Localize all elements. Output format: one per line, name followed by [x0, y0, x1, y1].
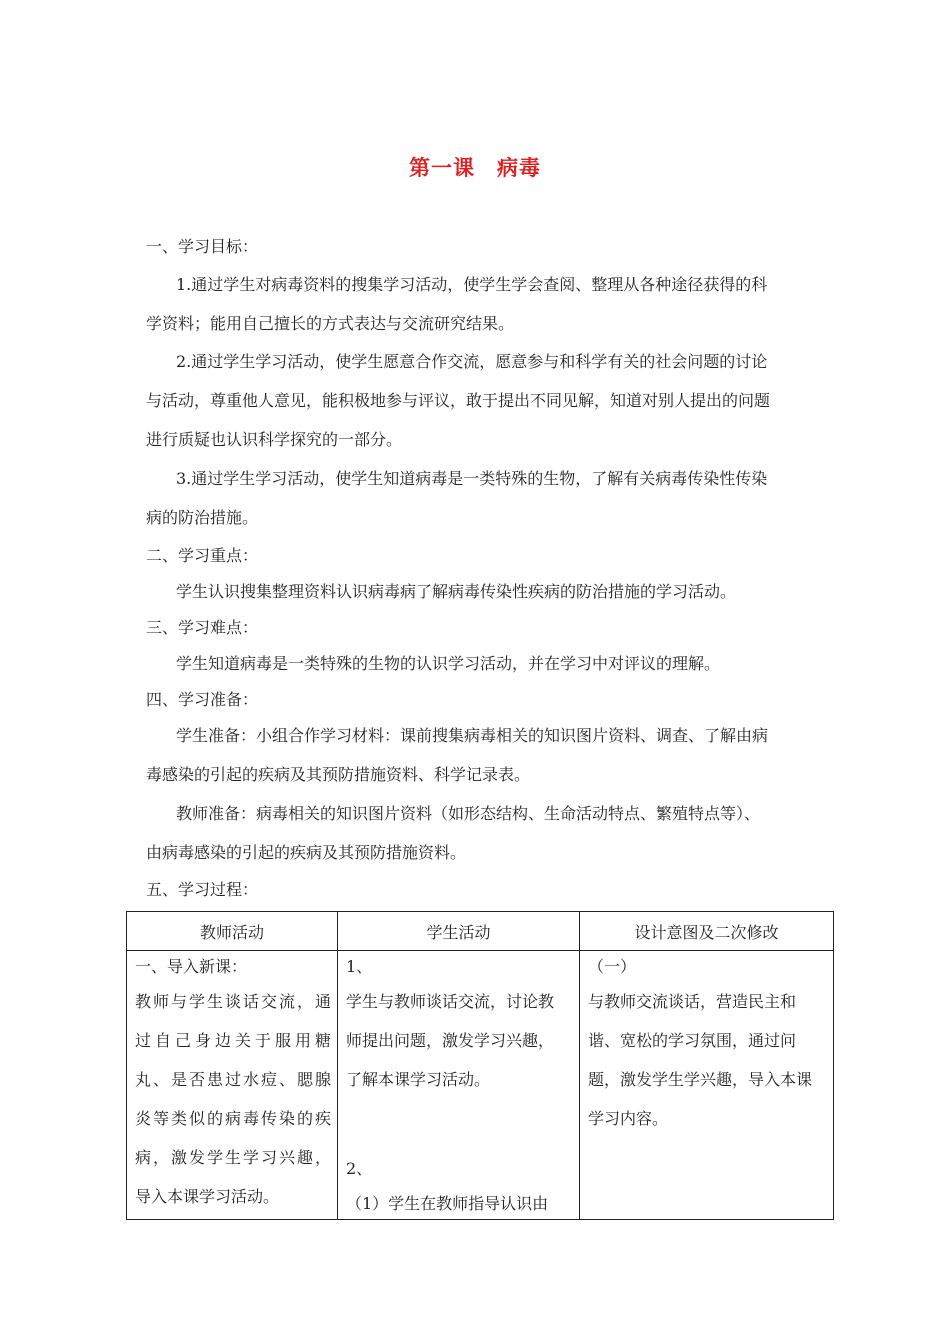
section-heading-process: 五、学习过程： — [146, 880, 259, 899]
page-title: 第一课 病毒 — [409, 156, 541, 180]
cell-line: 了解本课学习活动。 — [346, 1070, 491, 1089]
paragraph-line: 毒感染的引起的疾病及其预防措施资料、科学记录表。 — [146, 765, 531, 784]
table-header-cell: 学生活动 — [338, 912, 580, 951]
student-activity-cell — [338, 951, 580, 1220]
cell-line: （1）学生在教师指导认识由 — [346, 1194, 549, 1213]
cell-line: 教师与学生谈话交流，通 — [135, 992, 331, 1011]
cell-line: （一） — [588, 957, 637, 976]
cell-line: 学生与教师谈话交流，讨论教 — [346, 992, 555, 1011]
design-intent-cell — [580, 951, 834, 1220]
cell-line: 病，激发学生学习兴趣， — [135, 1148, 331, 1167]
table-header-cell: 设计意图及二次修改 — [580, 912, 834, 951]
table-row — [127, 951, 834, 1220]
cell-line: 丸、是否患过水痘、腮腺 — [135, 1070, 331, 1089]
section-heading-key-points: 二、学习重点： — [146, 546, 259, 565]
paragraph-line: 学资料；能用自己擅长的方式表达与交流研究结果。 — [146, 314, 515, 333]
paragraph-line: 病的防治措施。 — [146, 508, 259, 527]
paragraph-line: 学生知道病毒是一类特殊的生物的认识学习活动，并在学习中对评议的理解。 — [176, 654, 721, 673]
teacher-activity-cell — [127, 951, 338, 1220]
cell-line: 导入本课学习活动。 — [135, 1187, 280, 1206]
paragraph-line: 学生准备：小组合作学习材料：课前搜集病毒相关的知识图片资料、调查、了解由病 — [176, 726, 769, 745]
cell-line: 2、 — [346, 1159, 373, 1178]
paragraph-line: 1.通过学生对病毒资料的搜集学习活动，使学生学会查阅、整理从各种途径获得的科 — [176, 275, 768, 294]
section-heading-objectives: 一、学习目标： — [146, 237, 259, 256]
cell-line: 学习内容。 — [588, 1109, 669, 1128]
paragraph-line: 由病毒感染的引起的疾病及其预防措施资料。 — [146, 843, 467, 862]
paragraph-line: 进行质疑也认识科学探究的一部分。 — [146, 430, 403, 449]
paragraph-line: 3.通过学生学习活动，使学生知道病毒是一类特殊的生物，了解有关病毒传染性传染 — [176, 469, 768, 488]
cell-line: 炎等类似的病毒传染的疾 — [135, 1109, 331, 1128]
cell-line: 谐、宽松的学习氛围，通过问 — [588, 1031, 797, 1050]
paragraph-line: 学生认识搜集整理资料认识病毒病了解病毒传染性疾病的防治措施的学习活动。 — [176, 582, 737, 601]
cell-line: 过自己身边关于服用糖 — [135, 1031, 331, 1050]
paragraph-line: 2.通过学生学习活动，使学生愿意合作交流，愿意参与和科学有关的社会问题的讨论 — [176, 352, 768, 371]
table-header-row — [127, 912, 834, 951]
cell-line: 一、导入新课： — [135, 957, 248, 976]
cell-line: 师提出问题，激发学习兴趣， — [346, 1031, 555, 1050]
section-heading-difficulties: 三、学习难点： — [146, 618, 259, 637]
cell-line: 与教师交流谈话，营造民主和 — [588, 992, 797, 1011]
lesson-process-table — [126, 911, 834, 1220]
section-heading-preparation: 四、学习准备： — [146, 690, 259, 709]
table-header-cell: 教师活动 — [127, 912, 338, 951]
paragraph-line: 与活动，尊重他人意见，能积极地参与评议，敢于提出不同见解，知道对别人提出的问题 — [146, 391, 771, 410]
paragraph-line: 教师准备：病毒相关的知识图片资料（如形态结构、生命活动特点、繁殖特点等）、 — [176, 804, 761, 823]
cell-line: 题，激发学生学兴趣，导入本课 — [588, 1070, 813, 1089]
cell-line: 1、 — [346, 957, 373, 976]
